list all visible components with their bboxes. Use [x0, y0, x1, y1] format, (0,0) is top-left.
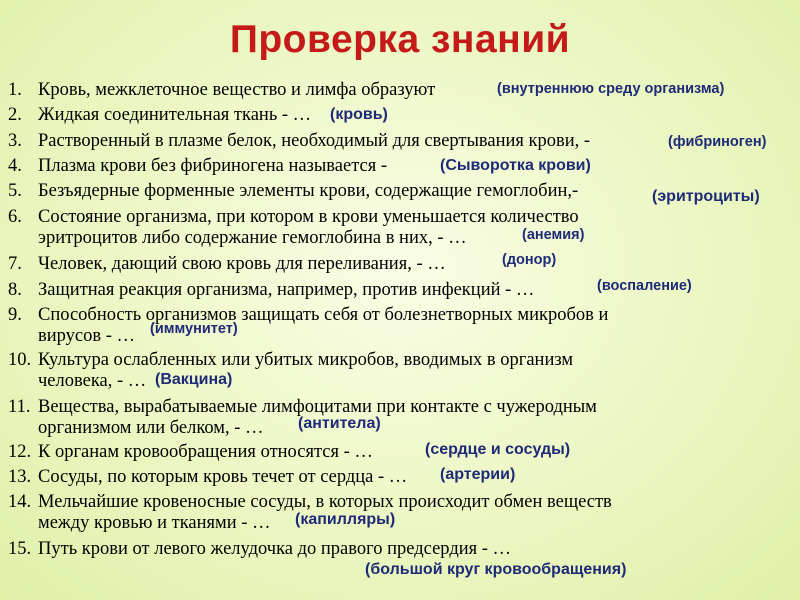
page-title: Проверка знаний: [229, 18, 571, 61]
question-13: [8, 467, 407, 488]
question-text-continued: человека, - …: [38, 371, 147, 391]
question-text: Способность организмов защищать себя от болезнетворных микробов и: [38, 305, 609, 325]
question-15: [8, 539, 511, 560]
question-text: Сосуды, по которым кровь течет от сердца - …: [38, 467, 408, 487]
question-4: [8, 156, 387, 177]
question-number: 1.: [8, 80, 22, 100]
answer-2: (кровь): [330, 106, 388, 123]
question-3: [8, 131, 590, 152]
question-number: 13.: [8, 467, 32, 487]
question-text: К органам кровообращения относятся - …: [38, 442, 373, 462]
question-5: [8, 181, 578, 202]
question-number: 12.: [8, 442, 32, 462]
question-text: Кровь, межклеточное вещество и лимфа образуют: [38, 80, 436, 100]
question-number: 8.: [8, 280, 22, 300]
answer-13: (артерии): [440, 466, 516, 483]
question-number: 14.: [8, 492, 32, 512]
question-number: 6.: [8, 207, 22, 227]
answer-4: (Сыворотка крови): [440, 157, 591, 174]
answer-3: (фибриноген): [668, 134, 767, 150]
question-text: Плазма крови без фибриногена называется -: [38, 156, 388, 176]
answer-6: (анемия): [522, 227, 585, 243]
answer-12: (сердце и сосуды): [425, 441, 571, 458]
question-number: 10.: [8, 350, 32, 370]
question-9: [8, 305, 608, 347]
answer-15: (большой круг кровообращения): [365, 561, 627, 578]
question-text: Состояние организма, при котором в крови уменьшается количество: [38, 207, 579, 227]
question-text: Мельчайшие кровеносные сосуды, в которых происходит обмен веществ: [38, 492, 612, 512]
question-text: Вещества, вырабатываемые лимфоцитами при контакте с чужеродным: [38, 397, 597, 417]
answer-5: (эритроциты): [652, 188, 760, 205]
answer-10: (Вакцина): [155, 371, 233, 388]
question-7: [8, 254, 446, 275]
question-text-continued: между кровью и тканями - …: [38, 513, 271, 533]
question-text: Защитная реакция организма, например, против инфекций - …: [38, 280, 535, 300]
question-8: [8, 280, 534, 301]
question-text: Путь крови от левого желудочка до правого предсердия - …: [38, 539, 512, 559]
answer-7: (донор): [502, 252, 557, 268]
answer-11: (антитела): [298, 415, 381, 432]
question-number: 9.: [8, 305, 22, 325]
answer-9: (иммунитет): [150, 321, 238, 337]
question-text: Культура ослабленных или убитых микробов, вводимых в организм: [38, 350, 574, 370]
question-10: [8, 350, 573, 392]
question-1: [8, 80, 435, 101]
question-text-continued: организмом или белком, - …: [38, 418, 264, 438]
question-text-continued: эритроцитов либо содержание гемоглобина в них, - …: [38, 228, 467, 248]
question-number: 5.: [8, 181, 22, 201]
question-number: 7.: [8, 254, 22, 274]
question-6: [8, 207, 579, 249]
question-number: 4.: [8, 156, 22, 176]
question-text: Жидкая соединительная ткань - …: [38, 105, 312, 125]
question-text: Человек, дающий свою кровь для переливания, - …: [38, 254, 446, 274]
question-text-continued: вирусов - …: [38, 326, 135, 346]
question-number: 11.: [8, 397, 31, 417]
question-12: [8, 442, 373, 463]
question-text: Безъядерные форменные элементы крови, содержащие гемоглобин,-: [38, 181, 579, 201]
question-text: Растворенный в плазме белок, необходимый для свертывания крови, -: [38, 131, 591, 151]
question-2: [8, 105, 311, 126]
answer-1: (внутреннюю среду организма): [497, 81, 725, 97]
answer-8: (воспаление): [597, 278, 692, 294]
question-number: 2.: [8, 105, 22, 125]
question-number: 3.: [8, 131, 22, 151]
question-number: 15.: [8, 539, 32, 559]
answer-14: (капилляры): [295, 511, 396, 528]
